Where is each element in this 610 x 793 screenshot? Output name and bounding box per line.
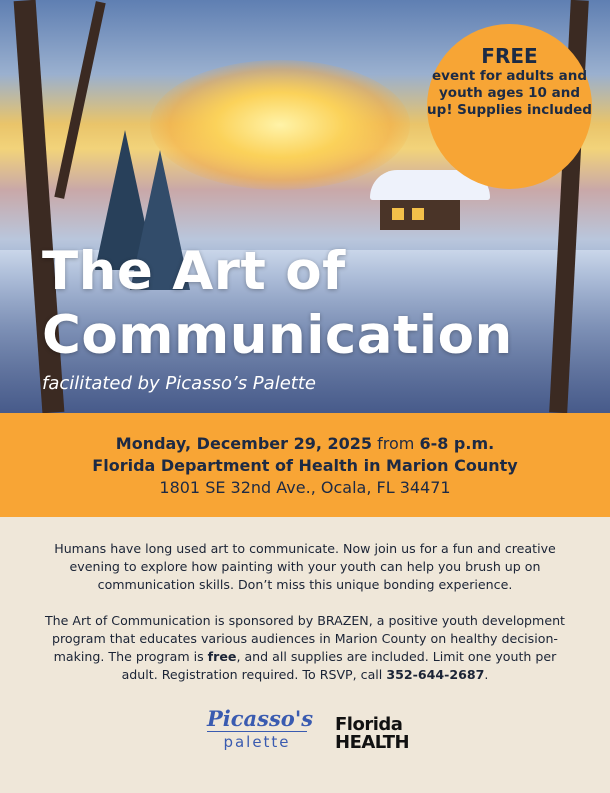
venue: Florida Department of Health in Marion County bbox=[92, 456, 518, 475]
florida-health-logo: Florida HEALTH bbox=[335, 714, 410, 753]
address: 1801 SE 32nd Ave., Ocala, FL 34471 bbox=[159, 478, 451, 497]
description: Humans have long used art to communicate. Now join us for a fun and creative evening to explore how painting with your youth can help you brush up on communication skills. Don’t miss this unique bonding experience. The Art of Communication is sponsored by BRAZEN, a positive youth development program that educates various audiences in Marion County on healthy decision-making. The program is free, and all supplies are included. Limit one youth per adult. Registration required. To RSVP, call 352-644-2687. bbox=[44, 541, 565, 682]
rsvp-phone: 352-644-2687 bbox=[386, 667, 485, 682]
subtitle: facilitated by Picasso’s Palette bbox=[42, 373, 316, 394]
event-details: Monday, December 29, 2025 from 6-8 p.m. Florida Department of Health in Marion County 1801 SE 32nd Ave., Ocala, FL 34471 bbox=[0, 413, 610, 517]
page-title: The Art of Communication bbox=[42, 241, 513, 366]
picassos-palette-logo: Picasso's palette bbox=[207, 706, 314, 751]
free-event-badge: FREE event for adults and youth ages 10 and up! Supplies included bbox=[427, 24, 592, 189]
